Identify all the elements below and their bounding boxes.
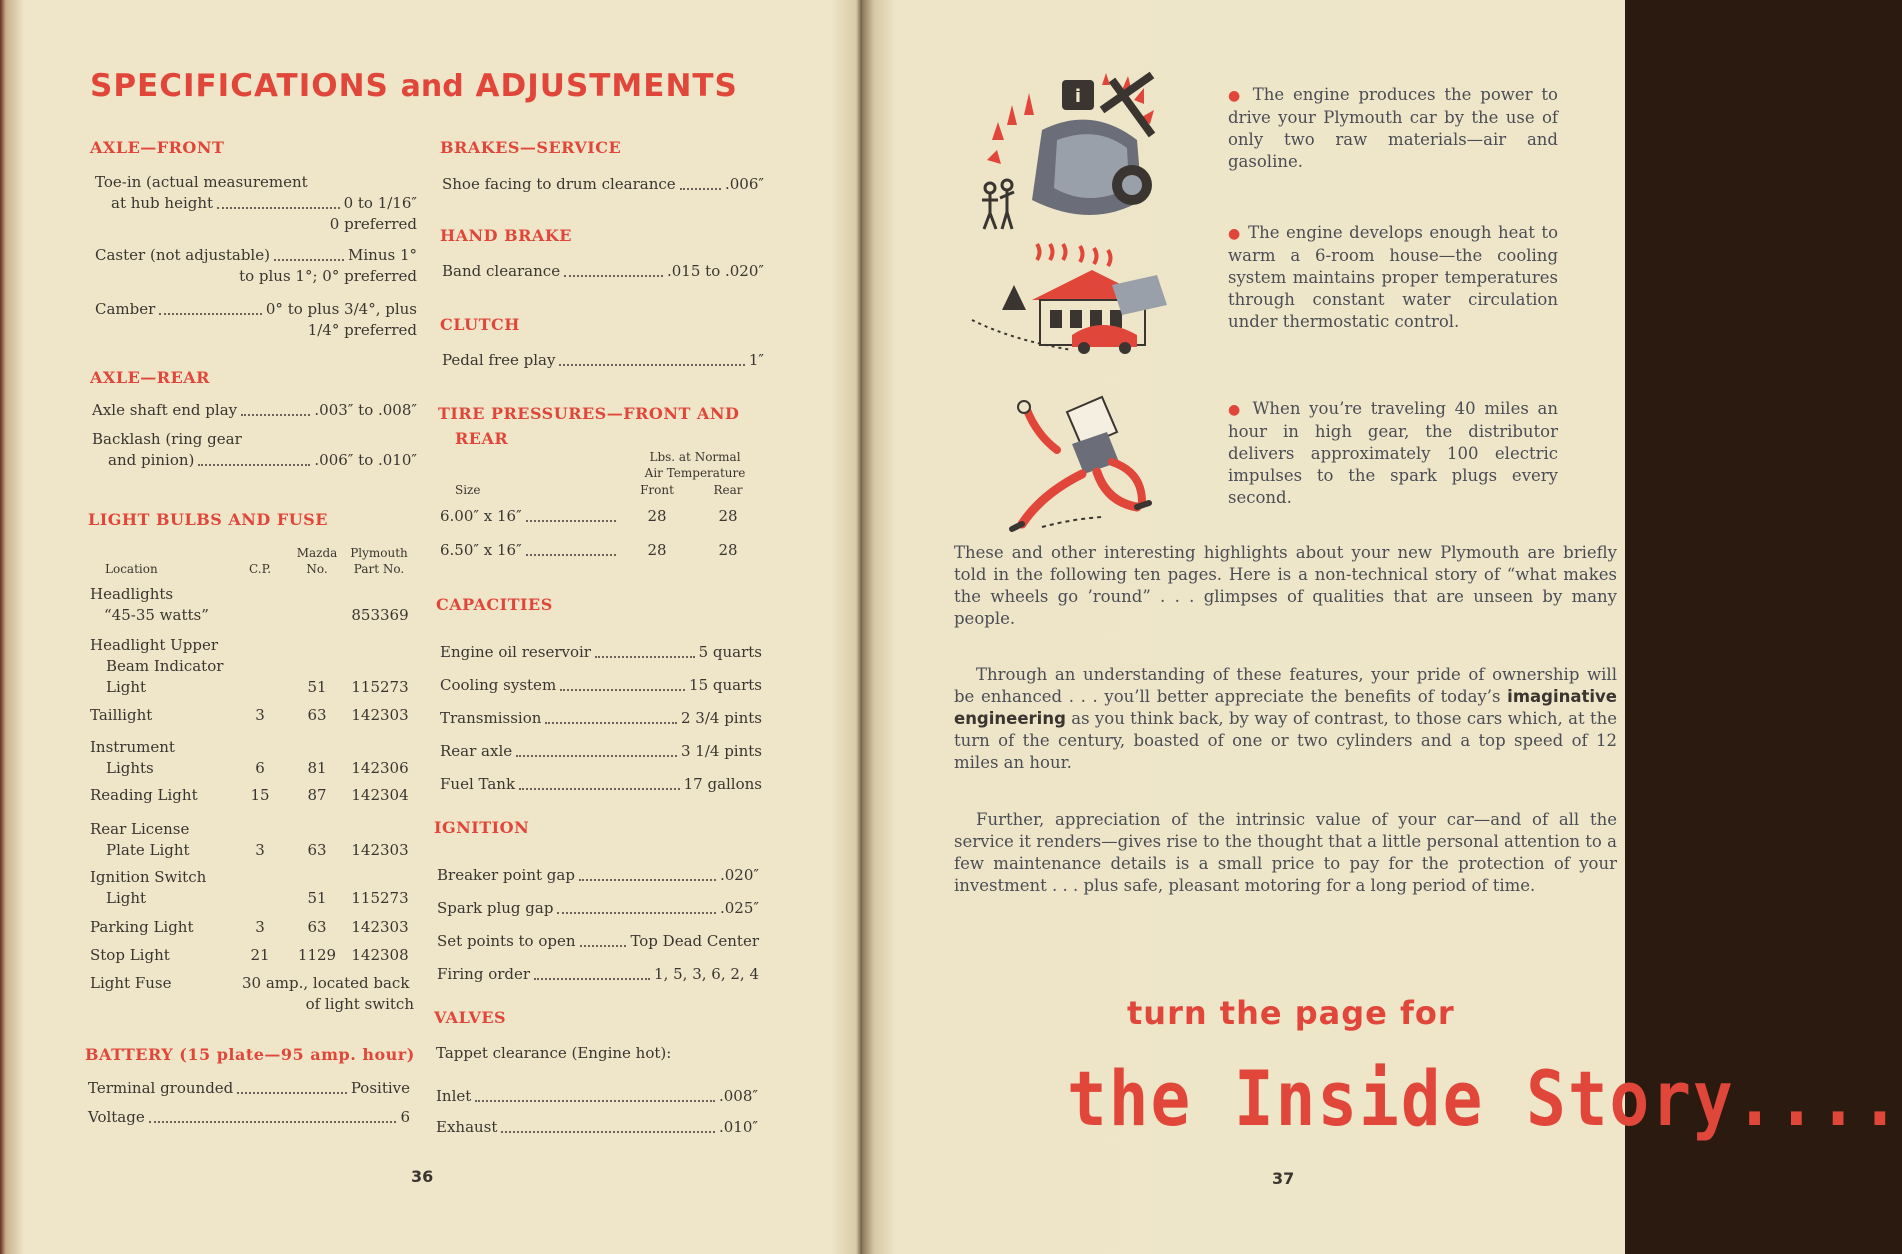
table-row: Headlights “45-35 watts” 853369 [90,585,409,624]
backlash-row: and pinion) .006″ to .010″ [108,451,417,469]
shaft-row: Axle shaft end play .003″ to .008″ [92,401,417,419]
col-cp: C.P. [249,562,272,576]
shoe-row: Shoe facing to drum clearance .006″ [442,175,764,193]
capacities-heading: CAPACITIES [436,595,553,614]
tire-table [440,506,770,574]
table-row: Stop Light 21 1129 142308 [90,946,409,964]
axle-rear-specs [92,400,417,471]
list-item: Rear axle 3 1/4 pints [440,742,762,760]
tire-heading: TIRE PRESSURES—FRONT AND [438,404,740,423]
brakes-specs [442,174,764,195]
battery-specs [88,1078,410,1128]
bullet-dot-icon: ● [1228,402,1244,418]
col-plymouth: Plymouth Part No. [350,546,408,576]
page-number: 37 [1272,1169,1295,1188]
table-row: 6.50″ x 16″ 28 28 [440,541,738,559]
ignition-heading: IGNITION [434,818,530,837]
clutch-heading: CLUTCH [440,315,520,334]
toe-in-preferred: 0 preferred [329,215,417,233]
axle-rear-heading: AXLE—REAR [90,368,210,387]
bulb-table [90,584,420,1017]
fuse-row: Light Fuse 30 amp., located back of light switch [90,974,414,1013]
light-bulbs-heading: LIGHT BULBS AND FUSE [88,510,328,529]
turn-page-text: turn the page for [1127,994,1455,1032]
paragraph-2: Through an understanding of these features, your pride of ownership will be enhanced . . . you’ll better appreciate the benefits of today’s imaginative engineering as you think back, by way of contrast, to those cars which, at the turn of the century, boasted of one or two cylinders and a top speed of 12 miles an hour. [954,665,1618,772]
pedal-row: Pedal free play 1″ [442,351,764,369]
svg-text:i: i [1074,86,1082,107]
tire-col-front: Front [640,483,674,497]
list-item: Transmission 2 3/4 pints [440,709,762,727]
table-row: Instrument Lights 6 81 142306 [90,738,409,777]
tire-col-lbs: Lbs. at Normal Air Temperature [644,450,746,480]
table-row: Parking Light 3 63 142303 [90,918,409,936]
backlash-line1: Backlash (ring gear [92,430,242,448]
hand-brake-specs [442,261,764,282]
bullet-dot-icon: ● [1228,226,1242,242]
camber-preferred: 1/4° preferred [307,321,417,339]
table-row: Rear License Plate Light 3 63 142303 [90,820,409,859]
bullet-2: ● The engine develops enough heat to warm a 6-room house—the cooling system maintains proper temperatures through constant water circulation under thermostatic control. [1228,223,1558,331]
table-row: Taillight 3 63 142303 [90,706,409,724]
table-row: Ignition Switch Light 51 115273 [90,868,409,907]
list-item: Breaker point gap .020″ [437,866,759,884]
table-row: Reading Light 15 87 142304 [90,786,409,804]
col-mazda: Mazda No. [296,546,338,576]
terminal-row: Terminal grounded Positive [88,1079,410,1097]
exhaust-row: Exhaust .010″ [436,1118,758,1136]
caster-preferred: to plus 1°; 0° preferred [239,267,417,285]
list-item: Firing order 1, 5, 3, 6, 2, 4 [437,965,759,983]
engine-illustration [962,70,1177,245]
spark-plug-illustration [962,392,1177,537]
list-item: Cooling system 15 quarts [440,676,762,694]
inside-story-title: the Inside Story.... [1067,1055,1902,1144]
axle-front-heading: AXLE—FRONT [90,138,225,157]
camber-row: Camber 0° to plus 3/4°, plus [95,300,417,318]
band-row: Band clearance .015 to .020″ [442,262,764,280]
battery-heading: BATTERY (15 plate—95 amp. hour) [85,1045,415,1064]
tire-col-size: Size [455,483,481,497]
toe-in-line1: Toe-in (actual measurement [95,173,308,191]
list-item: Fuel Tank 17 gallons [440,775,762,793]
tire-heading-2: REAR [455,429,509,448]
page-title: SPECIFICATIONS and ADJUSTMENTS [90,68,738,104]
tappet-line: Tappet clearance (Engine hot): [436,1044,672,1062]
valves-specs [436,1043,758,1138]
hand-brake-heading: HAND BRAKE [440,226,572,245]
valves-heading: VALVES [434,1008,507,1027]
voltage-row: Voltage 6 [88,1108,410,1126]
inlet-row: Inlet .008″ [436,1087,758,1105]
page-number: 36 [411,1167,434,1186]
left-page [0,0,862,1254]
bullet-1: ● The engine produces the power to drive your Plymouth car by the use of only two raw materials—air and gasoline. [1228,85,1558,171]
house-illustration [962,240,1182,380]
paragraph-1: These and other interesting highlights about your new Plymouth are briefly told in the following ten pages. Here is a non-technical story of “what makes the wheels go ’round” . . . glimpses of qualities that are unseen by many people. [954,543,1617,628]
paragraph-3: Further, appreciation of the intrinsic value of your car—and of all the service it renders—gives rise to the thought that a little personal attention to a few maintenance details is a small price to pay for the protection of your investment . . . plus safe, pleasant motoring for a long period of time. [954,810,1617,895]
bullet-3: ● When you’re traveling 40 miles an hour in high gear, the distributor delivers approximately 100 electric impulses to the spark plugs every second. [1228,399,1559,507]
axle-front-specs [95,172,417,341]
right-page [862,0,1902,1254]
capacities-list [440,630,762,795]
brakes-heading: BRAKES—SERVICE [440,138,622,157]
tire-col-rear: Rear [713,483,743,497]
imaginative-engineering: imaginative engineering [954,687,1617,728]
col-location: Location [105,562,158,576]
bullet-dot-icon: ● [1228,88,1244,104]
table-row: Headlight Upper Beam Indicator Light 51 115273 [90,636,409,696]
list-item: Engine oil reservoir 5 quarts [440,643,762,661]
list-item: Spark plug gap .025″ [437,899,759,917]
table-row: 6.00″ x 16″ 28 28 [440,507,738,525]
toe-in-row: at hub height 0 to 1/16″ [111,194,417,212]
list-item: Set points to open Top Dead Center [437,932,759,950]
ignition-list [437,853,759,985]
caster-row: Caster (not adjustable) Minus 1° [95,246,417,264]
clutch-specs [442,350,764,371]
